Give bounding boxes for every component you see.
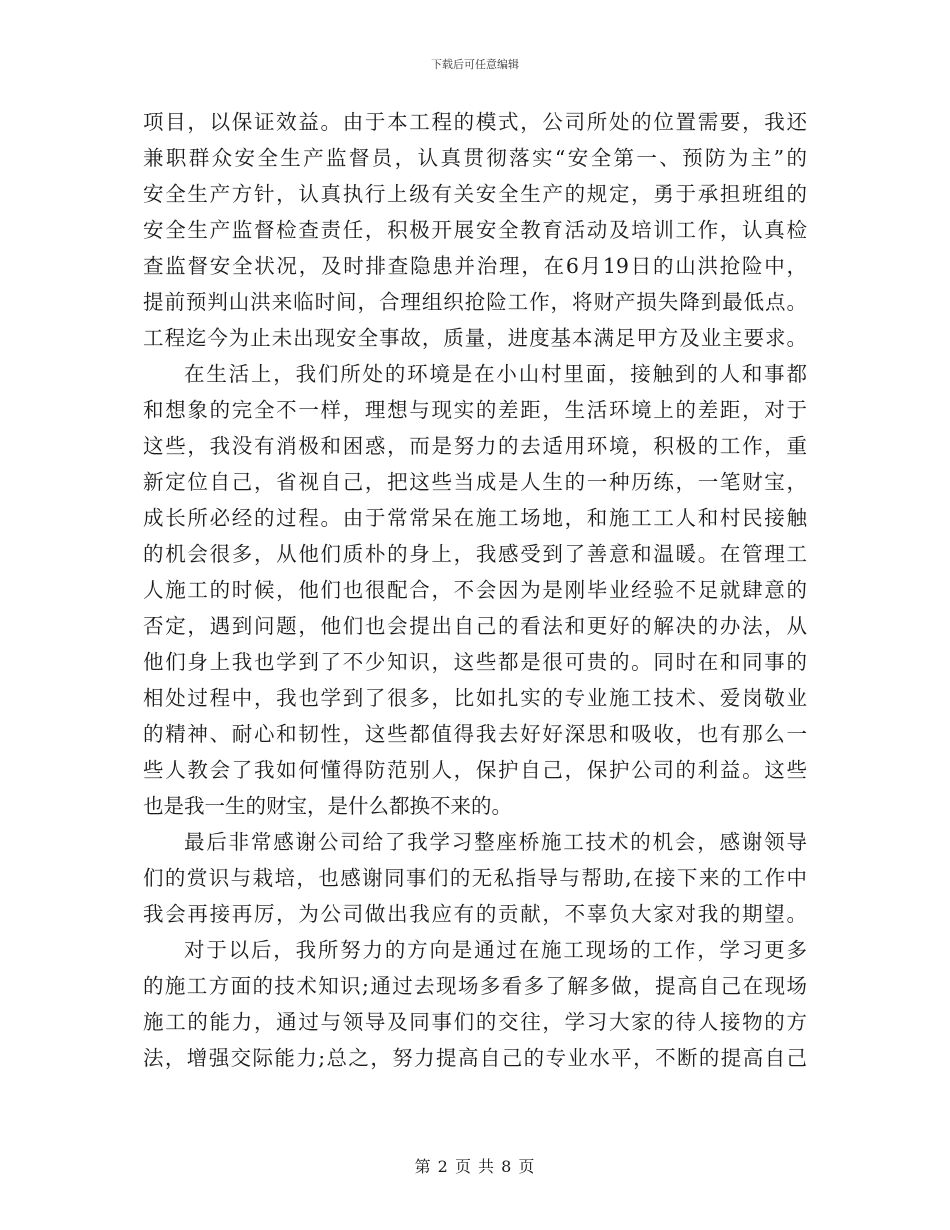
page-number-footer: 第 2 页 共 8 页 — [414, 1157, 536, 1176]
text-line: 兼职群众安全生产监督员，认真贯彻落实“安全第一、预防为主”的 — [143, 146, 807, 170]
document-body — [143, 104, 807, 1076]
text-line: 我会再接再厉，为公司做出我应有的贡献，不辜负大家对我的期望。 — [143, 902, 807, 926]
text-line: 法，增强交际能力;总之，努力提高自己的专业水平，不断的提高自己 — [143, 1046, 807, 1070]
text-line: 的施工方面的技术知识;通过去现场多看多了解多做，提高自己在现场 — [143, 974, 807, 998]
text-line: 否定，遇到问题，他们也会提出自己的看法和更好的解决的办法，从 — [143, 614, 807, 638]
text-line: 的精神、耐心和韧性，这些都值得我去好好深思和吸收，也有那么一 — [143, 722, 807, 746]
text-line: 和想象的完全不一样，理想与现实的差距，生活环境上的差距，对于 — [143, 398, 807, 422]
text-line: 相处过程中，我也学到了很多，比如扎实的专业施工技术、爱岗敬业 — [143, 686, 807, 710]
text-line: 他们身上我也学到了不少知识，这些都是很可贵的。同时在和同事的 — [143, 650, 807, 674]
page-header: 下载后可任意编辑 — [431, 58, 519, 71]
text-line: 的机会很多，从他们质朴的身上，我感受到了善意和温暖。在管理工 — [143, 542, 807, 566]
text-line: 这些，我没有消极和困惑，而是努力的去适用环境，积极的工作，重 — [143, 434, 807, 458]
text-line: 项目，以保证效益。由于本工程的模式，公司所处的位置需要，我还 — [143, 110, 807, 134]
text-line: 安全生产方针，认真执行上级有关安全生产的规定，勇于承担班组的 — [143, 182, 807, 206]
paragraph-start-line: 在生活上，我们所处的环境是在小山村里面，接触到的人和事都 — [184, 362, 807, 386]
text-line: 新定位自己，省视自己，把这些当成是人生的一种历练，一笔财宝， — [143, 470, 807, 494]
paragraph-start-line: 最后非常感谢公司给了我学习整座桥施工技术的机会，感谢领导 — [184, 830, 807, 854]
text-line: 提前预判山洪来临时间，合理组织抢险工作，将财产损失降到最低点。 — [143, 290, 807, 314]
text-line: 工程迄今为止未出现安全事故，质量，进度基本满足甲方及业主要求。 — [143, 326, 807, 350]
paragraph-end-line: 也是我一生的财宝，是什么都换不来的。 — [143, 794, 512, 818]
text-line: 们的赏识与栽培，也感谢同事们的无私指导与帮助,在接下来的工作中 — [143, 866, 807, 890]
text-line: 查监督安全状况，及时排查隐患并治理，在6月19日的山洪抢险中， — [143, 254, 807, 278]
text-line: 安全生产监督检查责任，积极开展安全教育活动及培训工作，认真检 — [143, 218, 807, 242]
text-line: 人施工的时候，他们也很配合，不会因为是刚毕业经验不足就肆意的 — [143, 578, 807, 602]
text-line: 施工的能力，通过与领导及同事们的交往，学习大家的待人接物的方 — [143, 1010, 807, 1034]
paragraph-start-line: 对于以后，我所努力的方向是通过在施工现场的工作，学习更多 — [184, 938, 807, 962]
text-line: 些人教会了我如何懂得防范别人，保护自己，保护公司的利益。这些 — [143, 758, 807, 782]
text-line: 成长所必经的过程。由于常常呆在施工场地，和施工工人和村民接触 — [143, 506, 807, 530]
